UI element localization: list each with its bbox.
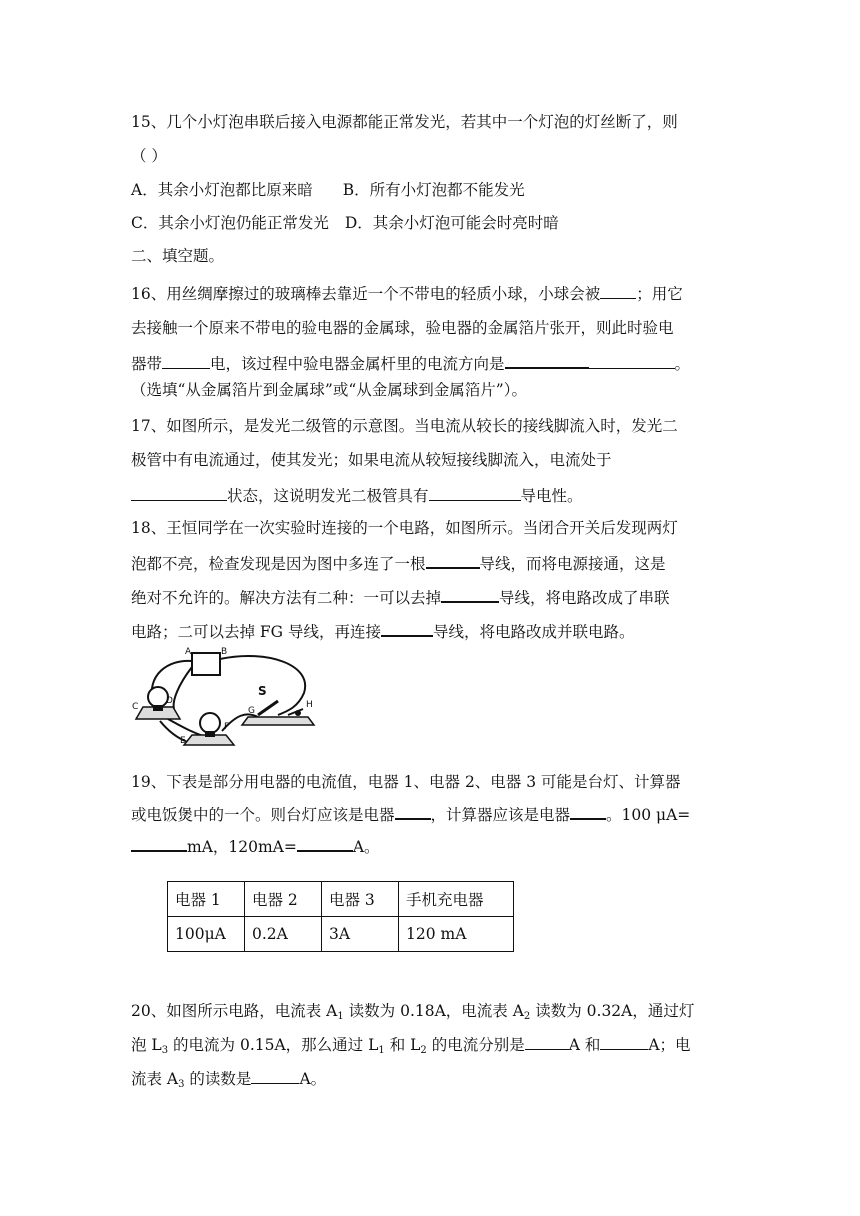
q20-text: A。 — [299, 1070, 327, 1088]
q18-blank-3 — [381, 619, 433, 637]
q15-option-a: A．其余小灯泡都比原来暗 — [131, 181, 313, 199]
q20-sub: 3 — [178, 1079, 185, 1090]
q20-text: 读数为 0.18A，电流表 A — [343, 1002, 524, 1020]
wire-AD — [174, 667, 192, 709]
q18-line-1: 18、王恒同学在一次实验时连接的一个电路，如图所示。当闭合开关后发现两灯 — [131, 519, 678, 537]
q20-blank-2 — [600, 1033, 648, 1050]
q17-line-2: 极管中有电流通过，使其发光；如果电流从较短接线脚流入，电流处于 — [131, 451, 612, 469]
q18-text: 导线，而将电源接通，这是 — [479, 555, 666, 573]
q16-line-1 — [131, 282, 683, 304]
q20-line-2 — [131, 1033, 691, 1061]
q17-blank-1 — [131, 484, 227, 501]
q20-sub: 3 — [161, 1045, 169, 1056]
q19-text: 。100 μA= — [606, 806, 691, 824]
q20-text: 的电流分别是 — [426, 1036, 525, 1054]
label-E: E — [180, 736, 186, 746]
q16-blank-2 — [162, 352, 210, 369]
q20-text: 的电流为 0.15A，那么通过 L — [168, 1036, 379, 1054]
q16-line-4: （选填“从金属箔片到金属球”或“从金属球到金属箔片”）。 — [131, 381, 527, 399]
q20-text: 和 L — [384, 1036, 421, 1054]
q18-text: 导线，将电路改成了串联 — [499, 589, 670, 607]
q19-line-1: 19、下表是部分用电器的电流值，电器 1、电器 2、电器 3 可能是台灯、计算器 — [131, 773, 681, 791]
q15-options-ab — [131, 180, 525, 200]
q16-text: ；用它 — [636, 285, 683, 303]
q19-text: A。 — [352, 838, 380, 856]
table-cell: 3A — [322, 917, 399, 952]
q19-text: 或电饭煲中的一个。则台灯应该是电器 — [131, 806, 395, 824]
q20-blank-3 — [251, 1067, 299, 1084]
q18-text: 泡都不亮，检查发现是因为图中多连了一根 — [131, 555, 426, 573]
q16-blank-3b — [589, 352, 675, 369]
q18-text: 电路；二可以去掉 FG 导线，再连接 — [131, 623, 381, 641]
q20-text: A 和 — [568, 1036, 601, 1054]
table-row — [168, 882, 514, 917]
q17-blank-2 — [429, 484, 521, 501]
table-header-cell: 电器 3 — [322, 882, 399, 917]
table-header-cell: 手机充电器 — [399, 882, 514, 917]
q20-text: 20、如图所示电路，电流表 A — [131, 1002, 338, 1020]
section-heading: 二、填空题。 — [131, 247, 225, 265]
q20-text: 读数为 0.32A，通过灯 — [530, 1002, 695, 1020]
q19-blank-2 — [570, 802, 606, 820]
q18-line-3 — [131, 585, 670, 608]
q20-text: 的读数是 — [184, 1070, 252, 1088]
q18-blank-2 — [441, 585, 499, 603]
label-B: B — [221, 647, 228, 657]
table-row — [168, 917, 514, 952]
q19-line-2 — [131, 802, 690, 825]
q19-text: ，计算器应该是电器 — [430, 806, 571, 824]
q17-line-3 — [131, 484, 583, 506]
q20-text: 泡 L — [131, 1036, 162, 1054]
q19-line-3 — [131, 834, 380, 857]
q18-line-4 — [131, 619, 635, 642]
q15-stem: 15、几个小灯泡串联后接入电源都能正常发光，若其中一个灯泡的灯丝断了，则 — [131, 113, 678, 131]
q20-blank-1 — [525, 1033, 569, 1050]
q19-blank-1 — [395, 802, 431, 820]
q17-text: 导电性。 — [520, 487, 583, 505]
q16-blank-1 — [600, 282, 636, 299]
q15-paren: （ ） — [131, 147, 167, 165]
q19-blank-3 — [131, 834, 187, 852]
table-cell: 120 mA — [399, 917, 514, 952]
q18-blank-1 — [426, 551, 480, 569]
q18-text: 导线，将电路改成并联电路。 — [433, 623, 635, 641]
table-cell: 0.2A — [245, 917, 322, 952]
label-C: C — [132, 702, 139, 712]
q15-options-cd — [131, 213, 559, 233]
label-D: D — [166, 696, 173, 706]
q18-line-2 — [131, 551, 666, 574]
q15-option-c: C．其余小灯泡仍能正常发光 — [131, 214, 329, 232]
q20-text: 流表 A — [131, 1070, 179, 1088]
q20-sub: 1 — [378, 1045, 385, 1056]
label-A: A — [185, 647, 192, 657]
q20-line-3 — [131, 1067, 326, 1095]
q19-blank-4 — [297, 834, 353, 852]
table-cell: 100μA — [168, 917, 245, 952]
q20-sub: 2 — [420, 1045, 427, 1056]
circuit-figure — [128, 645, 324, 750]
q15-option-d: D．其余小灯泡可能会时亮时暗 — [344, 214, 559, 232]
q20-text: A；电 — [648, 1036, 691, 1054]
q16-line-2: 去接触一个原来不带电的验电器的金属球，验电器的金属箔片张开，则此时验电 — [131, 319, 674, 337]
q17-line-1: 17、如图所示，是发光二级管的示意图。当电流从较长的接线脚流入时，发光二 — [131, 417, 678, 435]
label-F: F — [224, 722, 230, 732]
q16-blank-3 — [505, 351, 589, 369]
q16-text: 电，该过程中验电器金属杆里的电流方向是 — [210, 355, 505, 373]
label-H: H — [306, 700, 313, 710]
table-header-cell: 电器 2 — [245, 882, 322, 917]
q16-text: 器带 — [131, 355, 163, 373]
table-header-cell: 电器 1 — [168, 882, 245, 917]
label-G: G — [248, 706, 255, 716]
current-table — [167, 881, 514, 952]
q18-text: 绝对不允许的。解决方法有二种：一可以去掉 — [131, 589, 442, 607]
q20-sub: 2 — [523, 1011, 531, 1022]
q15-option-b: B．所有小灯泡都不能发光 — [342, 181, 525, 199]
q17-text: 状态，这说明发光二极管具有 — [227, 487, 429, 505]
q20-line-1 — [131, 1001, 694, 1027]
battery-box — [192, 653, 220, 675]
q16-line-3 — [131, 351, 690, 374]
q16-text: 16、用丝绸摩擦过的玻璃棒去靠近一个不带电的轻质小球，小球会被 — [131, 285, 601, 303]
q16-text: 。 — [674, 355, 691, 373]
q19-text: mA，120mA= — [187, 838, 297, 856]
q20-sub: 1 — [337, 1011, 344, 1022]
label-S: S — [258, 684, 267, 698]
